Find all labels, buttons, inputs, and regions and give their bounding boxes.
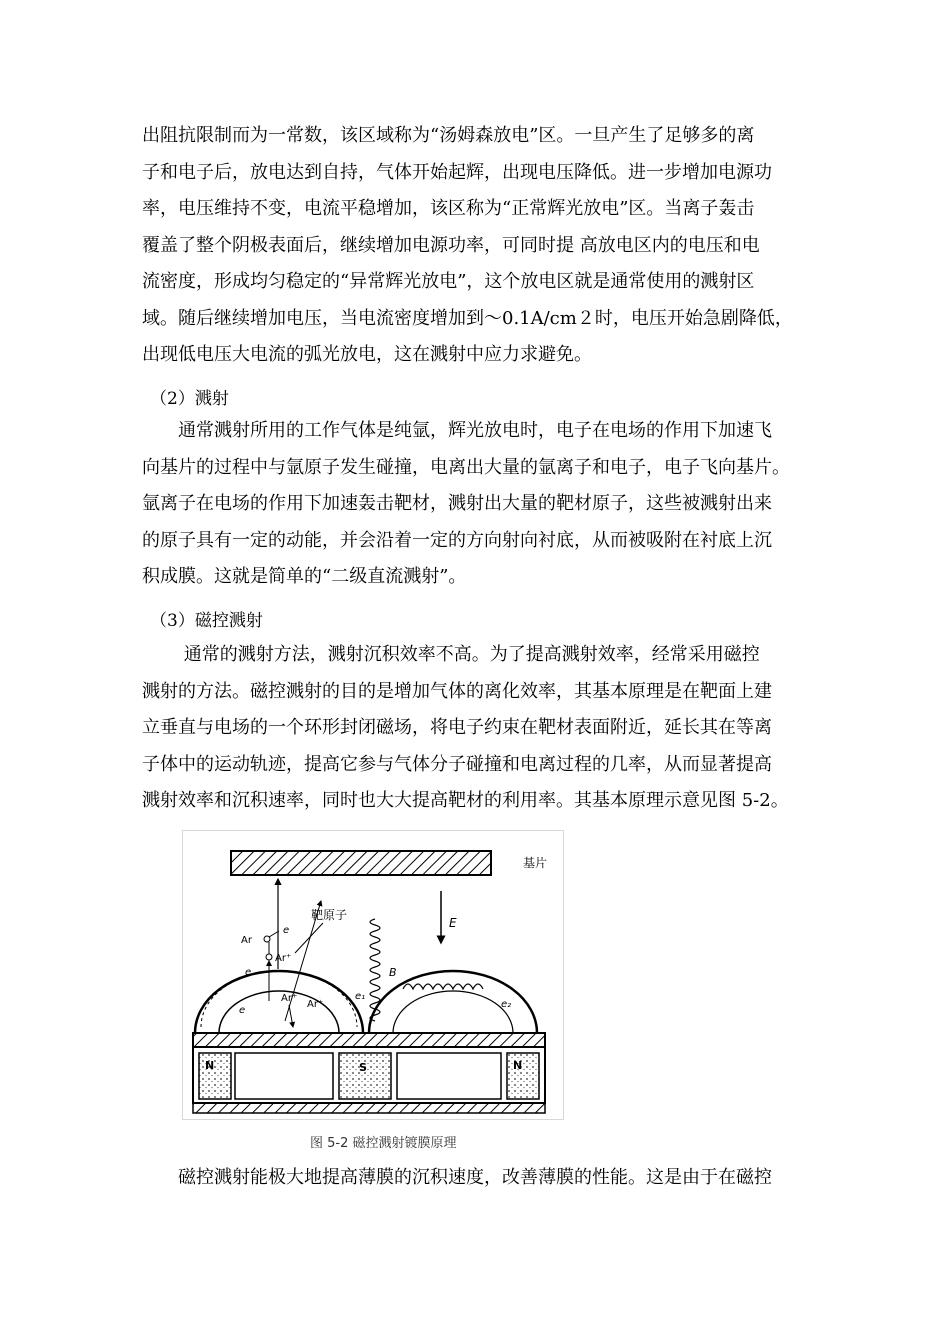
magnetic-arch-right-inner <box>393 991 513 1033</box>
yoke-right <box>397 1053 501 1099</box>
text-line: 向基片的过程中与氩原子发生碰撞，电离出大量的氩离子和电子，电子飞向基片。 <box>142 456 790 478</box>
ion-bombard-arrow <box>289 1005 293 1027</box>
magnet-s-center <box>339 1053 391 1099</box>
text-line: 率，电压维持不变，电流平稳增加，该区称为“正常辉光放电”区。当离子轰击 <box>142 198 755 219</box>
text-line: 通常溅射所用的工作气体是纯氩，辉光放电时，电子在电场的作用下加速飞 <box>142 420 772 441</box>
text-line: 积成膜。这就是简单的“二级直流溅射”。 <box>142 566 467 587</box>
target-plate <box>193 1033 545 1047</box>
electron-label-top: e <box>283 925 290 936</box>
e-field-label: E <box>449 916 457 930</box>
magnet-s-label: S <box>359 1061 367 1074</box>
text-line: 出阻抗限制而为一常数，该区域称为“汤姆森放电”区。一旦产生了足够多的离 <box>142 125 755 146</box>
magnetic-arch-left-inner <box>219 991 339 1033</box>
magnet-n-right <box>507 1053 539 1099</box>
paragraph-magnetron-benefit <box>142 1160 810 1197</box>
substrate-label: 基片 <box>523 856 548 870</box>
text-line: 通常的溅射方法，溅射沉积效率不高。为了提高溅射效率，经常采用磁控 <box>142 644 760 665</box>
electron-label-arch: e <box>239 1005 246 1016</box>
paragraph-sputtering <box>142 413 810 596</box>
magnetic-arch-left-mid <box>201 971 357 1027</box>
section-heading-sputtering: （2）溅射 <box>150 389 229 409</box>
cycloid-electron-path <box>403 984 483 989</box>
b-field-label: B <box>389 966 397 979</box>
electron-label-left: e <box>245 967 252 978</box>
e1-label: e₁ <box>355 991 366 1002</box>
text-line: 的原子具有一定的动能，并会沿着一定的方向射向衬底，从而被吸附在衬底上沉 <box>142 529 772 551</box>
text-line: 磁控溅射能极大地提高薄膜的沉积速度，改善薄膜的性能。这是由于在磁控 <box>142 1167 772 1188</box>
paragraph-glow-discharge <box>142 118 810 374</box>
ar-label: Ar <box>241 935 252 946</box>
text-line: 流密度，形成均匀稳定的“异常辉光放电”，这个放电区就是通常使用的溅射区 <box>142 271 755 292</box>
paragraph-magnetron <box>142 637 810 820</box>
target-atom-leader <box>295 923 323 953</box>
text-line: 溅射效率和沉积速率，同时也大大提高靶材的利用率。其基本原理示意见图 5-2。 <box>142 790 789 811</box>
magnetron-diagram <box>183 831 563 1119</box>
text-line: 子体中的运动轨迹，提高它参与气体分子碰撞和电离过程的几率，从而显著提高 <box>142 753 772 775</box>
base-plate <box>193 1103 545 1113</box>
substrate-plate <box>231 851 491 875</box>
figure-caption: 图 5-2 磁控溅射镀膜原理 <box>310 1136 457 1151</box>
ar-ion-label: Ar⁺ <box>281 993 298 1004</box>
section-heading-magnetron: （3）磁控溅射 <box>150 611 263 631</box>
ar-ion-label-2: Ar⁺ <box>307 999 324 1010</box>
e2-label: e₂ <box>501 999 512 1010</box>
ar-plus-atom <box>266 954 272 960</box>
text-line: 立垂直与电场的一个环形封闭磁场，将电子约束在靶材表面附近，延长其在等离 <box>142 717 772 738</box>
text-line: 出现低电压大电流的弧光放电，这在溅射中应力求避免。 <box>142 344 592 365</box>
figure-magnetron-diagram <box>182 830 564 1120</box>
yoke-left <box>235 1053 333 1099</box>
text-line: 氩离子在电场的作用下加速轰击靶材，溅射出大量的靶材原子，这些被溅射出来 <box>142 493 772 514</box>
ar-plus-label: Ar⁺ <box>275 953 292 964</box>
text-line: 溅射的方法。磁控溅射的目的是增加气体的离化效率，其基本原理是在靶面上建 <box>142 680 772 702</box>
magnet-n-left-label: N <box>205 1059 215 1072</box>
text-line: 子和电子后，放电达到自持，气体开始起辉，出现电压降低。进一步增加电源功 <box>142 161 772 183</box>
magnet-n-right-label: N <box>513 1059 523 1072</box>
magnet-n-left <box>199 1053 231 1099</box>
text-line: 覆盖了整个阴极表面后，继续增加电源功率，可同时提 高放电区内的电压和电 <box>142 234 760 256</box>
text-line: 域。随后继续增加电压，当电流密度增加到～0.1A/cm２时，电压开始急剧降低， <box>142 307 793 329</box>
target-atom-label: 靶原子 <box>311 908 348 922</box>
